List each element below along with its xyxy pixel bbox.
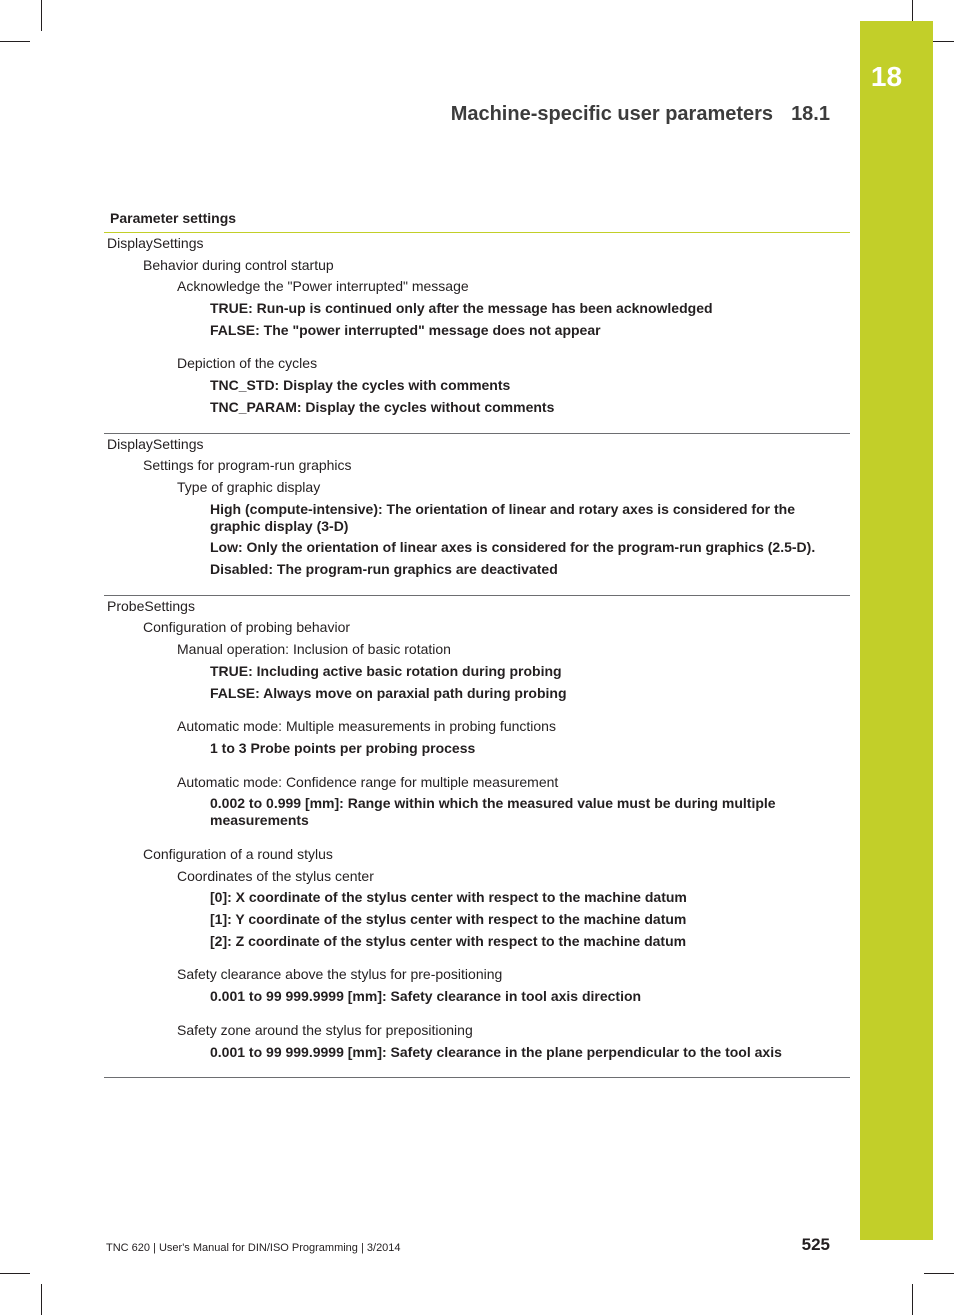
table-header — [104, 208, 850, 233]
chapter-tab — [860, 21, 933, 1240]
spacer — [104, 704, 850, 716]
parameter-value: [2]: Z coordinate of the stylus center with respect to the machine datum — [210, 932, 687, 949]
crop-mark — [912, 0, 913, 21]
spacer — [104, 832, 850, 844]
spacer — [104, 1008, 850, 1020]
parameter-value: 0.001 to 99 999.9999 [mm]: Safety clearance in tool axis direction — [210, 988, 642, 1005]
parameter-value: FALSE: The "power interrupted" message does not appear — [210, 321, 601, 338]
parameter-name: Safety zone around the stylus for prepositioning — [177, 1021, 473, 1038]
spacer — [104, 760, 850, 772]
parameter-group: DisplaySettings — [107, 235, 204, 251]
parameter-value: 1 to 3 Probe points per probing process — [210, 739, 476, 756]
chapter-number: 18 — [870, 61, 903, 92]
parameter-value: [0]: X coordinate of the stylus center with respect to the machine datum — [210, 889, 687, 906]
parameter-name: Depiction of the cycles — [177, 355, 318, 372]
spacer — [104, 341, 850, 353]
crop-mark — [41, 0, 42, 31]
parameter-value: TNC_PARAM: Display the cycles without comments — [210, 398, 555, 415]
parameter-group: DisplaySettings — [107, 435, 204, 452]
table-heading: Parameter settings — [110, 210, 237, 226]
parameter-value: High (compute-intensive): The orientation of linear and rotary axes is considered for the graphic display (3-D) — [210, 500, 795, 534]
footer-text: TNC 620 | User's Manual for DIN/ISO Programming | 3/2014 — [106, 1242, 401, 1254]
parameter-value: TRUE: Run-up is continued only after the message has been acknowledged — [210, 300, 713, 317]
parameter-value: 0.002 to 0.999 [mm]: Range within which the measured value must be during multiple measurements — [210, 795, 776, 829]
crop-mark — [0, 1273, 30, 1274]
section-number: 18.1 — [791, 103, 830, 125]
parameter-name: Acknowledge the "Power interrupted" message — [177, 278, 469, 295]
parameter-name: Coordinates of the stylus center — [177, 867, 374, 884]
spacer — [104, 952, 850, 964]
parameter-table — [104, 208, 850, 1078]
crop-mark — [41, 1284, 42, 1315]
parameter-category: Behavior during control startup — [143, 256, 334, 273]
table-body — [104, 233, 850, 1078]
parameter-name: Manual operation: Inclusion of basic rotation — [177, 641, 451, 658]
parameter-value: FALSE: Always move on paraxial path during probing — [210, 684, 567, 701]
parameter-category: Configuration of probing behavior — [143, 619, 351, 636]
parameter-section — [104, 596, 850, 1079]
parameter-section — [104, 233, 850, 434]
parameter-category: Configuration of a round stylus — [143, 846, 333, 862]
parameter-name: Type of graphic display — [177, 478, 321, 495]
crop-mark — [912, 1284, 913, 1315]
parameter-value: TRUE: Including active basic rotation during probing — [210, 662, 562, 679]
crop-mark — [933, 41, 954, 42]
page-number: 525 — [801, 1235, 830, 1254]
page-header — [451, 103, 830, 126]
parameter-value: TNC_STD: Display the cycles with comments — [210, 377, 511, 394]
parameter-name: Automatic mode: Multiple measurements in probing functions — [177, 718, 556, 735]
section-title: Machine-specific user parameters — [450, 103, 774, 125]
parameter-group: ProbeSettings — [107, 597, 195, 614]
parameter-value: 0.001 to 99 999.9999 [mm]: Safety clearance in the plane perpendicular to the tool axis — [210, 1043, 782, 1060]
parameter-category: Settings for program-run graphics — [143, 457, 352, 474]
parameter-section — [104, 434, 850, 596]
parameter-name: Automatic mode: Confidence range for multiple measurement — [177, 773, 559, 790]
parameter-name: Safety clearance above the stylus for pre-positioning — [177, 966, 503, 983]
parameter-value: Disabled: The program-run graphics are deactivated — [210, 561, 558, 578]
parameter-value: [1]: Y coordinate of the stylus center with respect to the machine datum — [210, 911, 687, 928]
crop-mark — [0, 41, 30, 42]
parameter-value: Low: Only the orientation of linear axes is considered for the program-run graphics (2.5-D). — [210, 539, 816, 556]
crop-mark — [924, 1273, 954, 1274]
